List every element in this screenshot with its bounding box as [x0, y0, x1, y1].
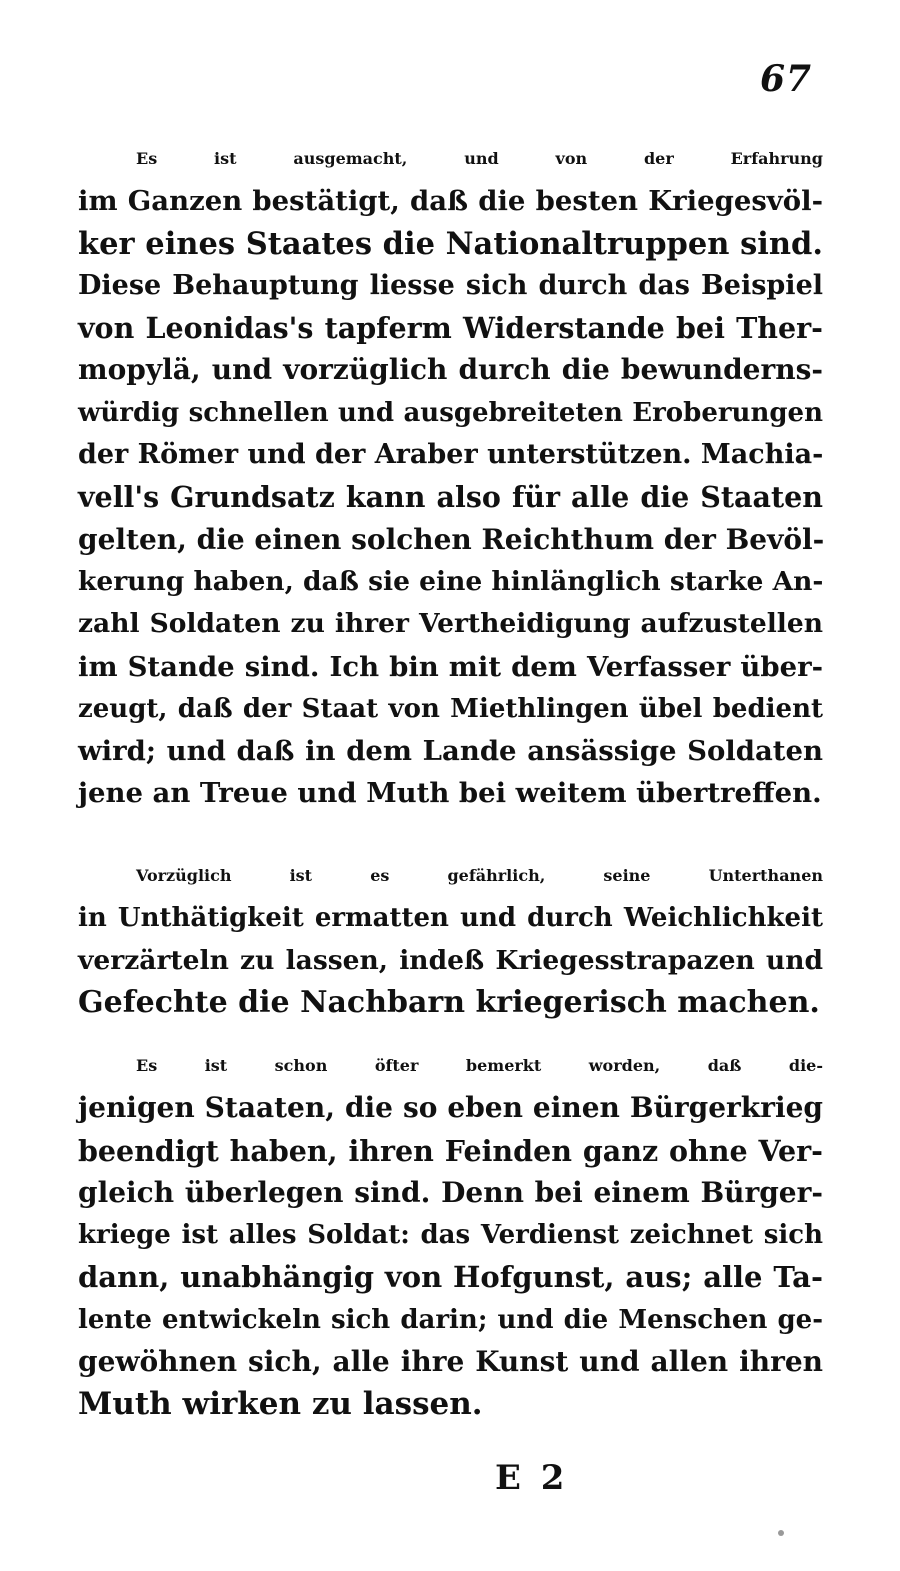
text-line: gleich überlegen sind. Denn bei einem Bürger- — [78, 1175, 823, 1209]
text-line: im Stande sind. Ich bin mit dem Verfasser über- — [78, 650, 823, 683]
text-line: Es ist ausgemacht, und von der Erfahrung — [136, 149, 823, 168]
paragraph-3 — [78, 1045, 823, 1426]
text-line: gelten, die einen solchen Reichthum der Bevöl- — [78, 522, 825, 556]
text-line: lente entwickeln sich darin; und die Menschen ge- — [78, 1304, 823, 1335]
text-line: Muth wirken zu lassen. — [78, 1386, 483, 1423]
page-number: 67 — [760, 58, 813, 100]
text-line: verzärteln zu lassen, indeß Kriegesstrapazen und — [78, 944, 823, 976]
text-line: Es ist schon öfter bemerkt worden, daß die- — [136, 1056, 823, 1075]
text-line: in Unthätigkeit ermatten und durch Weichlichkeit — [78, 903, 823, 934]
text-line: jenigen Staaten, die so eben einen Bürgerkrieg — [78, 1091, 823, 1125]
text-line: würdig schnellen und ausgebreiteten Eroberungen — [78, 397, 823, 428]
text-line: Vorzüglich ist es gefährlich, seine Unterthanen — [136, 866, 823, 885]
text-line: kerung haben, daß sie eine hinlänglich starke An- — [78, 565, 824, 597]
text-line: dann, unabhängig von Hofgunst, aus; alle Ta- — [78, 1260, 823, 1295]
text-line: wird; und daß in dem Lande ansässige Soldaten — [78, 735, 823, 768]
text-line: jene an Treue und Muth bei weitem übertreffen. — [78, 777, 822, 810]
text-line: kriege ist alles Soldat: das Verdienst zeichnet sich — [78, 1220, 823, 1251]
text-line: beendigt haben, ihren Feinden ganz ohne Ver- — [78, 1133, 823, 1168]
speck-mark — [778, 1530, 784, 1536]
paragraph-1 — [78, 138, 823, 815]
text-line: von Leonidas's tapferm Widerstande bei Ther- — [78, 311, 823, 346]
text-line: Diese Behauptung liesse sich durch das Beispiel — [78, 269, 823, 301]
text-line: mopylä, und vorzüglich durch die bewunderns- — [78, 353, 823, 387]
text-line: ker eines Staates die Nationaltruppen sind. — [78, 225, 823, 262]
text-line: zahl Soldaten zu ihrer Vertheidigung aufzustellen — [78, 608, 823, 640]
text-line: Gefechte die Nachbarn kriegerisch machen. — [78, 984, 820, 1020]
text-line: zeugt, daß der Staat von Miethlingen übel bedient — [78, 693, 823, 724]
text-line: vell's Grundsatz kann also für alle die Staaten — [78, 480, 823, 515]
paragraph-2 — [78, 855, 823, 1024]
text-line: der Römer und der Araber unterstützen. Machia- — [78, 439, 824, 471]
text-line: gewöhnen sich, alle ihre Kunst und allen ihren — [78, 1345, 823, 1379]
signature-mark: E 2 — [495, 1458, 569, 1498]
text-line: im Ganzen bestätigt, daß die besten Kriegesvöl- — [78, 185, 823, 218]
